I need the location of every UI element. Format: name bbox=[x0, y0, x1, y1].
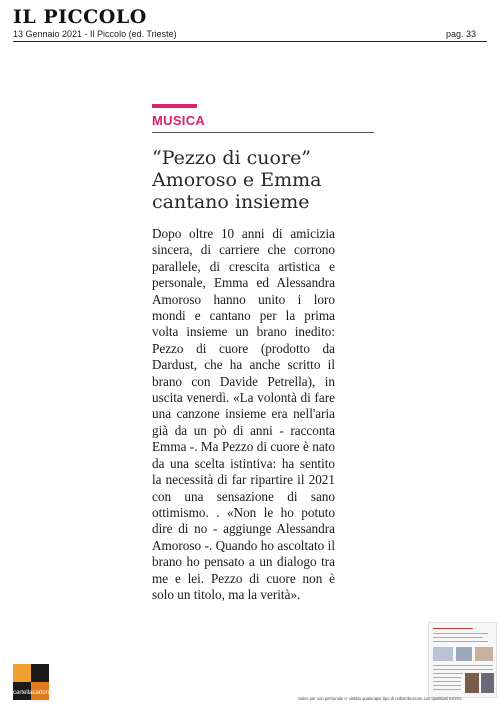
thumbnail-line bbox=[433, 669, 493, 670]
section-label: MUSICA bbox=[152, 113, 206, 128]
thumbnail-image bbox=[456, 647, 472, 661]
headline bbox=[152, 147, 382, 213]
header-rule bbox=[13, 41, 487, 42]
article-body: Dopo oltre 10 anni di amicizia sincera, di carriere che corrono parallele, di crescita artistica e personale, Emma ed Alessandra Amoroso hanno unito i loro mondi e cantano per la prima volta insieme un brano inedito: Pezzo di cuore (prodotto da Dardust, che ha anche scritto il brano con Davide Petrella), in uscita venerdì. «La volontà di fare una canzone insieme era nell'aria già da un pò di anni - racconta Emma -. Ma Pezzo di cuore è nato da una scelta istintiva: ha sentito la necessità di far ripartire il 2021 con una sensazione di sano ottimismo. . «Non le ho potuto dire di no - aggiunge Alessandra Amoroso -. Quando ho ascoltato il brano ho pensato a un dialogo tra me e lei. Pezzo di cuore non è solo un titolo, ma la verità». bbox=[152, 226, 335, 602]
dateline: 13 Gennaio 2021 - Il Piccolo (ed. Trieste) bbox=[13, 29, 177, 39]
thumbnail-line bbox=[433, 628, 473, 629]
thumbnail-line bbox=[433, 681, 461, 682]
page-thumbnail[interactable] bbox=[428, 622, 497, 698]
thumbnail-line bbox=[433, 637, 483, 638]
footer-disclaimer: Salvo per uso personale e' vietato qualunque tipo di redistribuzione con qualsiasi mezzo. bbox=[298, 696, 463, 701]
headline-line-2: Amoroso e Emma bbox=[152, 169, 322, 191]
headline-line-1: “Pezzo di cuore” bbox=[152, 147, 312, 169]
thumbnail-image bbox=[433, 647, 453, 661]
page-number: pag. 33 bbox=[445, 29, 476, 39]
section-accent-bar bbox=[152, 104, 197, 108]
thumbnail-line bbox=[433, 633, 488, 634]
thumbnail-line bbox=[433, 673, 463, 674]
thumbnail-image bbox=[481, 673, 494, 693]
thumbnail-image bbox=[475, 647, 493, 661]
thumbnail-line bbox=[433, 665, 493, 666]
section-rule bbox=[152, 132, 374, 133]
masthead: IL PICCOLO bbox=[13, 6, 147, 28]
thumbnail-line bbox=[433, 677, 461, 678]
thumbnail-line bbox=[433, 685, 461, 686]
logo-text: cartellacartonì bbox=[13, 690, 51, 696]
thumbnail-image bbox=[465, 673, 479, 693]
thumbnail-line bbox=[433, 689, 461, 690]
thumbnail-line bbox=[433, 641, 488, 642]
headline-line-3: cantano insieme bbox=[152, 191, 310, 213]
